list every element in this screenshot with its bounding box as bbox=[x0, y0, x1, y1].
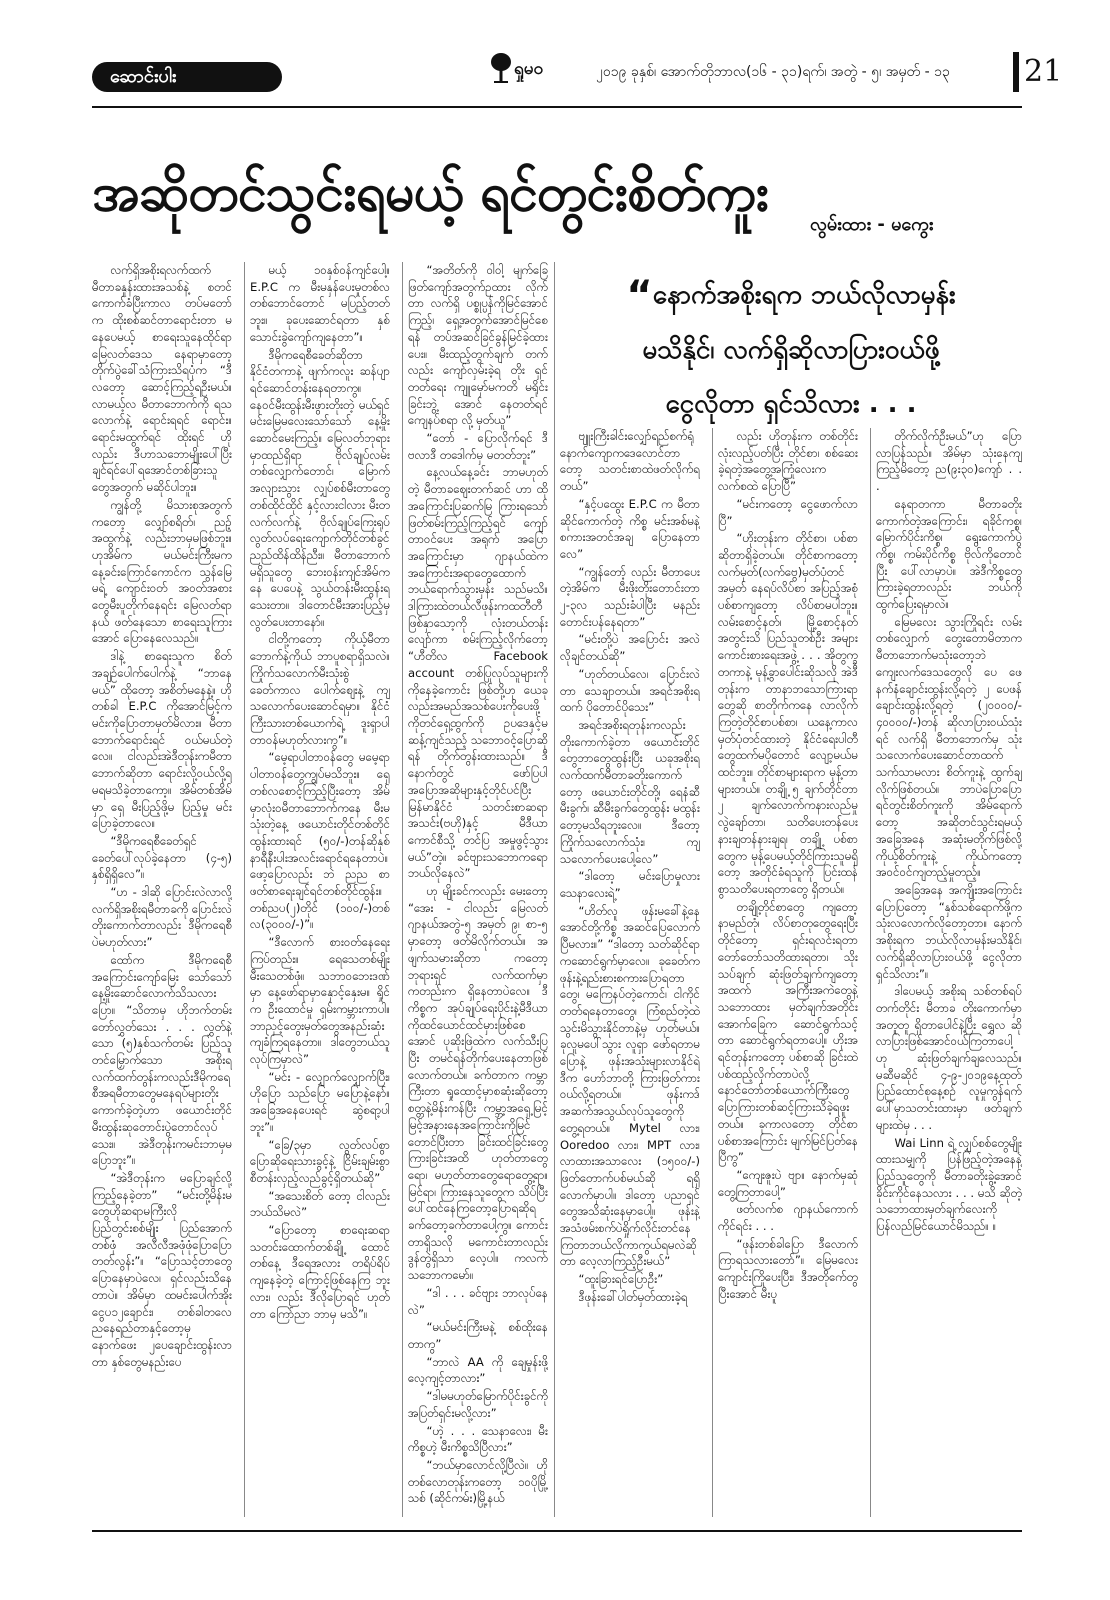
article-paragraph: “ဟဲ့ . . . သေနာလေး၊ မီးကိစ္စဟဲ့ မီးကိစ္စသိပြီလား” bbox=[408, 1423, 548, 1455]
article-column-3 bbox=[408, 262, 548, 1517]
masthead-name: ရှုမဝ bbox=[514, 59, 544, 79]
article-column-2 bbox=[250, 262, 390, 1517]
article-paragraph: နေရာတကာ မီတာခတိုးကောက်တဲ့အကြောင်း၊ ရခိုင်ကစ္စ၊ မြောက်ပိုင်းကိစ္စ၊ ရွေးကောက်ပွဲကိစ္စ၊ ကမ်းပိုင်ကိစ္စ ဗိုလ်ကိုတောင်ပြီး ပေါ်လာမှာပဲ။ အဲဒီကိစ္စတွေ ကြားခဲ့ရတာလည်း ဘယ်ကိုထွက်ပြေးရမှာလဲ။ bbox=[876, 496, 1022, 612]
article-paragraph: “ပြောတော့ စာရေးဆရာ သတင်းထောက်တစ်ချို့ ထောင်တစ်နေ့ ဒီရေအလား တရိပ်ရိပ်ကျနေခဲ့တဲ့ ကြောင့်ဖြစ်နေကြ ဘူးလား၊ လည်း ဒီလိုပြောရင် ဟုတ်တာ ကြော်ညာ ဘာမှ မသိ”။ bbox=[250, 1223, 390, 1321]
pull-quote-line-3: ငွေလိုတာ ရှင်သိလား . . . bbox=[665, 389, 917, 419]
article-paragraph: “ဒါ . . . ခင်ဗျား ဘာလုပ်နေလဲ” bbox=[408, 1285, 548, 1317]
article-paragraph: “ဒါမမဟုတ်မြောက်ပိုင်းခွင်ကို အပြတ်ရှင်းမလို့လား” bbox=[408, 1389, 548, 1420]
article-paragraph: “မယ်မင်းကြီးမနဲ့ စစ်ထိုးနေတာကွ” bbox=[408, 1320, 548, 1351]
article-paragraph: “ခြေ/၃မှာ လွတ်လပ်စွာ ပြောဆိုရေးသားခွင့်နဲ့ ငြိမ်းချမ်းစွာ စီတန်းလှည့်လည်ခွင့်ရှိတယ်ဆို” bbox=[250, 1137, 390, 1185]
article-paragraph: ဒီဖုန်းခေါ်ပါတ်မှတ်ထားခဲ့ရ bbox=[578, 1289, 688, 1304]
article-paragraph: Wai Linn ရဲ့ လျှပ်စစ်တွေမျိုးထားသမျှကို ပြန်ဖြည့်တဲ့အနေနဲ့ ပြည်သူတွေကို မီတာခတိုးခွဲ့အောင် ခိုင်းကိုင်နေသလား . . . မသိ ဆိုတဲ့ သဘောထားမှတ်ချက်လေးကို ပြန်လည်မြင်ယောင်မိသည်။ ။ bbox=[876, 1135, 1022, 1234]
article-paragraph: “ဟ - ဒါဆို ပြောင်းလဲလာလို့ လက်ရှိအစိုးရမီတာခကို ပြောင်းလဲတိုးကောက်တာလည်း ဒီမိုကရေစီပဲမဟုတ်လား” bbox=[92, 885, 232, 950]
article-paragraph: “ဒီမိုကရေစီခေတ်ရှင်ခေတ်ပေါ်လုပ်ခဲ့နေတာ (၄-၅) နှစ်ရှိရှိလေ”။ bbox=[92, 833, 232, 882]
section-label: ဆောင်းပါး bbox=[92, 62, 282, 92]
column-divider bbox=[244, 262, 245, 1517]
page-number-bar bbox=[1013, 52, 1019, 92]
article-paragraph: ဒါနဲ့ စာရေးသူက စိတ်အချဉ်ပေါက်ပေါက်နဲ့ “ဘာနေမယ်” ထိုတော့ အစိတ်မနေနဲ့။ ဟိုတစ်ခါ E.P.C ကိုအောင်မြင့်က မင်းကိုပြောတာမှတ်မိလား။ မီတာဘောက်ရောင်းရင် ဝယ်မယ်တဲ့လေ။ ငါလည်းအဲဒီတုန်းကမီတာဘောက်ဆိုတာ ရောင်းလို့ဝယ်လို့ရမရမသိခဲ့တာကော့။ အိမ်တစ်အိမ်မှာ ရှေ မီးပြည့်ဖို့မ ပြည့်မှု မင်းပြောခဲ့တာလေ။ bbox=[92, 649, 232, 831]
page-number: 21 bbox=[1024, 54, 1063, 89]
article-paragraph: “ဟိုးတုန်းက တိုင်စာ၊ ပစ်စာဆိုတာရှိခဲ့တယ်။ တိုင်စာကတော့ လက်မှတ်(လက်ဗွေ)မှတ်ပုံတင်အမှတ် နေရပ်လိပ်စာ အပြည့်အစုံပစ်စာကျတော့ လိပ်စာမပါဘူး။ လမ်းစောင့်နတ်၊ မြို့စောင့်နတ်အတွင်းသိ ပြည်သူတစ်ဦး အများကောင်းစားရေးအဖွဲ့ . . . အိုတွက္ခတကာနဲ့ မုန့်ခွာပေါင်းဆိုသလို အဲဒီတုန်းက တာနာဘသောကြားရာတွေဆို စာတိုက်ကနေ လာလိုက်ကြတဲ့တိုင်စာပစ်စာ၊ ယနေ့ကာလ မှတ်ပုံတင်ထားတဲ့ နိုင်ငံရေးပါတီတွေထက်မပိုတောင် လျော့မယ်မထင်ဘူး။ တိုင်စာများရာက မုန့်တာများတယ်။ တချို့ ၅ ချက်တိုင်တာ ၂ ချက်လောက်ကနားလည်မှုလွဲချော်တာ၊ သတိပေးတန်ပေး နားချတန်နားချရ၊ တချို့ ပစ်စာတွေက မုန့်ပေမယ့်တိုင်ကြားသူမရှိတော့ အတိုင်ခံရသူကို ပြင်းထန်စွာသတိပေးရတာတွေ ရှိတယ်။ bbox=[718, 531, 858, 896]
article-paragraph: “ဘယ်မှာလောင်လို့ပြီလဲ။ ဟိုတစ်လောတုန်းကတော့ ၁၀ပိုမြို့သစ် (ဆိုင်ကမ်း)မြို့နယ် bbox=[408, 1457, 548, 1506]
article-paragraph: “ထူးခြားရင်ပြောဦး” bbox=[578, 1272, 664, 1287]
article-paragraph: “ကျေးဇူးပဲ ဗျာ။ နောက်မှဆုံတွေ့ကြတာပေါ့” bbox=[718, 1167, 858, 1199]
column-divider bbox=[554, 262, 555, 1517]
article-paragraph: လက်ရှိအစိုးရလက်ထက် မီတာခနှုန်းထားအသစ်နဲ့ စတင်ကောက်ခံပြီးကာလ တပ်မတော်က ထိုးစစ်ဆင်တာရောင်းတာ မနေပေမယ့် စာရေးသူနေထိုင်ရာ မြေလတ်ဒေသ နေရာမှာတော့ တိုက်ပွဲခေါ်သံကြားသိရပုံက “ဒီလတော့ ဆောင့်ကြည့်ရဦးမယ်။ လာမယ့်လ မီတာဘောက်ကို ရသလောက်နဲ့ ရောင်းရရင် ရောင်း။ ရောင်းမထွက်ရင် ထိုးရင် ဟိုလည်း ဒီဟာသဘောမျိုးပေါ်ပြီး ချင်ရင်ပေါ်ရအောင်တစ်ခြားသူတွေအတွက် မဆိုင်ပါဘူး။ bbox=[92, 263, 232, 495]
quote-mark-icon: “ bbox=[626, 273, 653, 319]
article-paragraph: “အသေးစိတ် တော့ ငါလည်း ဘယ်သိမလဲ” bbox=[250, 1188, 390, 1220]
pull-quote-line-1: နောက်အစိုးရက ဘယ်လိုလာမှန်း bbox=[652, 280, 956, 310]
article-paragraph: ဒီမိုကရေစီခေတ်ဆိုတာ နိုင်ငံတကာနဲ့ ဖျက်ကလူး ဆန်ပျာရင်ဆောင်တန်းနေရတာကွ။ နေဝင်မီးထွန်းမီးဖွားတိုးတဲ့ မယ်ရှင် မင်းမြေမလေးသော်သော် နေ့မှိုးဆောင်မေးကြည့်။ မြေလတ်ဘုရားမှာထည်ရှိရာ ဗိုလ်ချုပ်လမ်းတစ်လျှောက်တောင်၊ မြောက် အလျားသွား လျှပ်စစ်မီးတာတွေ တစ်ထိုင်ထိုင် နှင့်လားငါလား မီးတလက်လက်နဲ့ ဗိုလ်ချုပ်ကြေးရုပ် လွတ်လပ်ရေးကျောက်တိုင်တစ်ခွင်ညည်ထိန်ထိန်ညီး။ မီတာဘောက်မရှိသူတွေ ဘေးဝန်းကျင်အိမ်ကနေ ပေပေနဲ့ သွယ်တန်းမီးထွန်းရသေးတာ။ ဒါတောင်မီးအားပြည့်မှ လွတ်ပေးတာနော်။ bbox=[250, 347, 390, 629]
article-paragraph: ငါတို့ကတော့ ကိုယ့်မီတာဘောက်နဲ့ကိုယ် ဘာပူစရာရှိသလဲ။ ကြိုက်သလောက်မီးသုံးစွဲ ခေတ်ကာလ ပေါက်စျေးနဲ့ ကျသလောက်ပေးဆောင်ရမှာ။ နိုင်ငံကြီးသားတစ်ယောက်ရဲ့ ဒူးရှာပါတာဝန်မဟုတ်လားကွ”။ bbox=[250, 632, 390, 747]
footer-rule bbox=[92, 1530, 1022, 1532]
column-divider bbox=[870, 428, 871, 1517]
article-paragraph: “ဘာလဲ AA ကို ချေမှုန်းဖို့လေ့ကျင့်တာလား” bbox=[408, 1354, 548, 1386]
pull-quote-line-2: မသိနိုင်၊ လက်ရှိဆိုလာပြားဝယ်ဖို့ bbox=[642, 335, 940, 365]
article-paragraph: “ဖုန်းတစ်ခါပြော ဒီလောက်ကြာရသလားတော်”။ မြေမလေး ကျောင်းကြိုပေးပြီး၊ ဒီအတိုက်ေတွပြီးအောင် မီးပူ bbox=[718, 1236, 858, 1301]
article-paragraph: ကျွန်တို့ မိသားစုအတွက်ကတော့ လျှော်စရိတ်၊ ညဉ့်အထွက်နဲ့ လည်းဘာမှမဖြစ်ဘူး။ ဟုအိမ်က မယ်မင်းကြီးမက နေ့ခင်းကြောင်ကောင်က သွန်မြေမရဲ့ ကျောင်းဝတ် အဝတ်အစားတွေမီးပူတိုက်နေရင်း မြေလတ်ရာနယ် ဖတ်နေသော စာရေးသူကြားအောင် ပြောနေလေသည်။ bbox=[92, 497, 232, 646]
article-paragraph: မြေမလေး သွားကြိုရင်း လမ်းတစ်လျှောက် တွေးတောမိတာက မီတာဘောက်မသုံးတော့ဘဲ ကျေးလက်ဒေသတွေလို ပေ ဖေနက်နံချောင်းထွန်းလို့ရတဲ့ ၂ ပေဖန်ချောင်းထွန်းလို့ရတဲ့ (၂၀၀၀၀/- ၄၀၀၀၀/-)တန် ဆိုလာပြားဝယ်သုံးရင် လက်ရှိ မီတာဘောက်မှ သုံးသလောက်ပေးဆောင်တာထက် သက်သာမလား စိတ်ကူးနဲ့ ထွက်ချလိုက်ဖြစ်တယ်။ ဘာပဲပြောပြော ရင်တွင်းစိတ်ကူးကို အိမ်ရောက်တော့ အဆိုတင်သွင်းရမယ့်အခြေအနေ အဆုံးမတိုက်ဖြစ်လို့ကိုယ့်စိတ်ကူးနဲ့ ကိုယ်ကတော့ အဝင်ဝင်ကျတည့်မှုတည့်။ bbox=[876, 614, 1022, 880]
article-paragraph: ဗျူးကြီးခါင်းလျှော်ရည်စက်ရုံ နောက်ကျောကဒေလောင်တာ တော့ သတင်းစာထဲဖတ်လိုက်ရတယ်” bbox=[560, 429, 700, 494]
article-paragraph: မယ့် ၁၀နှစ်ဝန်ကျင်ပေါ့။ E.P.C က မီးမနှန်ပေးမှုတစ်လတစ်ဘောင်တောင် မပြည့်တတ်ဘူး။ ခုပေးဆောင်ရတာ နှစ်သောင်းခွဲကျော်ကျနေတာ”။ bbox=[250, 263, 390, 344]
article-paragraph: ဖတ်လက်စ ဂျာနယ်ကောက်ကိုင်ရင်း . . . bbox=[718, 1202, 858, 1234]
article-paragraph: တိုက်လိုက်ဦးမယ်”ဟု ပြောလာပြန်သည်။ အိမ်မှာ သုံးနေကျ ကြည့်မိတော့ ည(၉း၃၀)ကျော် . . . bbox=[876, 429, 1022, 494]
article-paragraph: “ကျွန်တော့် လည်း မီတာပေးတဲ့အိမ်က မီးဖိုးတိုးတောင်းတာ ၂-၃လ သည်းခံပါပြီး မနည်းတောင်းပန်နေရတာ” bbox=[560, 564, 700, 629]
article-column-6 bbox=[876, 428, 1022, 1517]
article-paragraph: ဟု မျိုးခင်ကလည်း မေးတော့ “အေး - ငါလည်း မြေလတ်ဂျာနယ်အတွဲ-၅ အမှတ် ၉၊ စာ-၅ မှာတော့ ဖတ်မိလိုက်တယ်။ အဖျက်သမားဆိုတာ ကတော့ ဘုရားရှင် လက်ထက်မှာကတည်းက ရှိနေတာပဲလေ။ ဒီကိစ္စက အုပ်ချုပ်ရေးပိုင်းနဲ့မီဒီယာကိုထင်ယောင်ထင်မှားဖြစ်စေအောင် ပုဆိုးဖြဲထဲက လက်သီးပြပြီး တမင်ရန်တိုက်ပေးနေတာဖြစ် လောက်တယ်။ ခက်တာက ကမ္ဘာကြီးတာ ရှုထောင့်မှာစဆုံးဆိုတော့ စတ္တနဲ့မိန်းကန်ပြီး ကမ္ဘာ့အရှေ့မြင့်မြင့်အနားနေအကြောင်းကိုမြင်တောင်ပြီးတာ ခြင်းထင်ခြင်းတွေကြားခြင်းအထိ ဟုတ်တာတွေရော၊ မဟုတ်တာတွေရောတွေ့ရာ။ မြင်ရာ၊ ကြားနေသူတွေက သိပ်ပြီးပေါ်ထင်နေကြတော့ပြောရဆိုရ ခက်တော့ခက်တာပေါ့ကွ။ ကောင်းတာရှိသလို မကောင်းတာလည်း ဒွန်တွဲရှိသာ လေ့ပါ။ ကလက် သဘောကမော်။ bbox=[408, 884, 548, 1283]
article-column-4 bbox=[560, 428, 700, 1517]
article-column-5 bbox=[718, 428, 858, 1517]
article-paragraph: “မေ့ရာပါတာဝန်တွေ မမေ့ရာပါတာဝန်တွေကျွပ်မသိဘူး။ ရှေ့တစ်လစောင့်ကြည့်ပြီးတော့ အိမ်မှာလုံးဝမီတာဘောက်ကနေ မီးမသုံးတဲ့နေ့ ဖယောင်းတိုင်တစ်တိုင်ထွန်းထားရင် (၅၀/-)တန်ဆိုနှစ်နာရီနီးပါးအလင်းရောင်ရနေတာပဲ။ ဖော့ပြောလည်း ဘဲ ညည စာဖတ်စာရေးချင်ရင်တစ်တိုင်ထွန်း။ တစ်ညပ(၂)တိုင် (၁၀၀/-)တစ်လ(၃၀၀၀/-)”။ bbox=[250, 750, 390, 932]
article-paragraph: “တော် - ပြောလိုက်ရင် ဒီဗလာဒီ တဒေါက်မှ မတတ်ဘူး” bbox=[408, 431, 548, 462]
pull-quote bbox=[560, 268, 1022, 431]
tree-logo-icon bbox=[490, 52, 512, 84]
issue-info: ၂၀၁၉ ခုနှစ်၊ အောက်တိုဘာလ(၁၆ - ၃၁)ရက်၊ အတွဲ - ၅၊ အမှတ် - ၁၃ bbox=[596, 64, 950, 80]
article-paragraph: တချို့တိုင်စာတွေ ကျတော့ နာမည်တုံ၊ လိပ်စာတုတွေရေးပြီး တိုင်တော့ ရှင်းရလင်းရတာ တော်တော်သတိထားရတာ၊ သိုးသပ်ချက် ဆုံးဖြတ်ချက်ကျတော့ အထက် အကြီးအကဲတွေနဲ့ သဘောထား မှတ်ချက်အတိုင်း အောက်ခြေက ဆောင်ရွက်သင့်တာ ဆောင်ရွက်ရတာပေါ့။ ဟိုးအရင်တုန်းကတော့ ပစ်စာဆို ခြင်းထဲပစ်ထည့်လိုက်တာပဲလို့ နောင်တော်တစ်ယောက်ကြီးတွေ ပြောကြားတစ်ဆင့်ကြားသိခဲ့ရဖူးတယ်။ ခုကာလတော့ တိုင်စာ ပစ်စာအကြောင်း မျက်မြင်ပြတ်နေပြီကွ” bbox=[718, 899, 858, 1165]
article-paragraph: နေ့လယ်နေ့ခင်း ဘာမဟုတ်တဲ့ မီတာခဈေးတက်ဆင် ဟာ ထိုအကြောင်းပြဆက်မြ ကြားရသော် ဖြတ်စမ်းကြည့်ကြည့်ရင် ကျော်တာဝင်ပေး အရုက် အပြောအကြောင်းမှာ ဂျာနယ်ထဲကအကြောင်းအရာတွေထောက် ဘယ်ရောက်သွားမှန်း သည်မသိ။ ဒါကြားထဲတယ်လီဖုန်းကထတီတီ ဖြစ်နှာသော့ကို လုံးတယ်တန်းလျော်ကာ စမ်းကြည့်လိုက်တော့ “ဟီတိလ Facebook account တစ်ပြုလုပ်သူများကို ကိုနေခဲ့ကောင်း ဖြစ်တို့ဟု ယေခုလည်းအမည်အသစ်ပေးကိုပေးဖို့ ကိုတင်ရှေ့ထွက်ကို ဥပဒေနှင့်မဆန့်ကျင်သည့် သဘောဝင့်ပြောဆိုရန် တိုက်တွန်းထားသည်။ ဒီနောက်တွင် ဖော်ပြပါ အပြောအဆိုများနှင့်တိုင်ပင်ပြီး မြန်မာနိုင်ငံ သတင်းစာဆရာအသင်း(ဗဟို)နှင့် မီဒီယာ ကောင်စီသို့ တင်ပြ အမှုဖွင့်သွားမယ်”တဲ့။ ခင်ဗျားသဘောကရော ဘယ်လိုနေလဲ” bbox=[408, 465, 548, 881]
article-paragraph: “နှင့်ပထွေး E.P.C က မီတာဆိုင်ကောက်တဲ့ ကိစ္စ မင်းအစ်မနဲ့ စကားအတင်အချ ပြောနေတာလေ” bbox=[560, 496, 700, 561]
article-paragraph: “မင်းကတော့ ငွေဖောက်လာပြီ” bbox=[718, 496, 858, 528]
article-paragraph: “အဲဒီတုန်းက မပြောချင်လို့ ကြည့်နေခဲ့တာ” “မင်းတို့မိန်းမတွေဟိုဆရာမကြီးလို ပြည်တွင်းစစ်မျိုး ပြည်အောက်တစ်ဖုံ အလီလီအဖုံဖုံပြောပြောတတ်လွန်း”။ “ပြောသင့်တာတွေပြောနေမှာပဲလေ၊ ရှင်လည်းသိနေတာပဲ။ အိမ်မှာ ထမင်းပေါက်အိုးငွေပ၁၂ချောင်း၊ တစ်ခါတလေညနေရည်တာနှင့်တော့မှနောက်ဖေး ၂ပေချောင်းထွန်းလာတာ နှစ်တွေမနည်းပေ bbox=[92, 1170, 232, 1369]
article-paragraph: “ဟုတ်တယ်လေ၊ ပြောင်းလဲတာ သေချာတယ်။ အရင်အစိုးရထက် ပိုတောင်ပိုသေး” bbox=[560, 666, 700, 715]
article-paragraph: “အတိတ်ကို ဝါဝါ့ မျက်ခြေ ဖြတ်ကျော်အတွက်ဥထား လိုက်တာ လက်ရှိ ပစ္စုပ္ပန်ကိုမြင်အောင်ကြည့်၊ ရှေ့အတွက်အောင်မြင်စေရန် တပ်အဆင်ခြင်ခွန်မြင်ခဲ့ထားပေး။ မီးထည့်တွက်ချက် တက်လည်း ကျော်လှမ်းခဲ့ရ တိုး ရှင်တတ်ရေး ကျူမှော်မကတိ မရိုင်းခြင်းဘွဲ့ အောင် နေတတ်ရင်ကျေနပ်စရာ လို့ မှတ်ယူ” bbox=[408, 263, 548, 428]
header-rule bbox=[92, 106, 1022, 108]
article-paragraph: ထော်က ဒီမိုကရေစီအကြောင်းကျော်မြေး သော်သော် နေ့မှိုးဆောင်လောက်သိသလားပြော။ “သိတာမှ ဟိုဘက်တမ်းတော်လွှတ်သေး . . . လွှတ်နဲ့သော (၅)နှစ်သက်တမ်း ပြည်သူတင်မြှောက်သော အစိုးရလက်ထက်တွန်းကလည်းဒီမိုကရေစီအရမီတာတွေမနေရပ်များတိုးကောက်ခဲ့တဲ့ဟာ ဖယောင်းတိုင်မီးထွန်းဆုတောင်းပွဲတောင်လုပ်သေး။ အဲဒီတုန်းကမင်းဘာမှမပြောဘူး”။ bbox=[92, 952, 232, 1168]
article-paragraph: “မင်းတို့ပဲ အပြောင်း အလဲလိုချင်တယ်ဆို” bbox=[560, 632, 700, 664]
article-paragraph: အခြေအနေ အကျိုးအကြောင်းပြောပြတော့ “နှစ်သစ်ရောက်ဖို့က သုံးလလောက်လိုတော့တာ။ နောက်အစိုးရက ဘယ်လိုလာမှန်းမသိနိုင်၊ လက်ရှိဆိုလာပြားဝယ်ဖို့ ငွေလိုတာ ရှင်သိလား”။ bbox=[876, 882, 1022, 981]
article-paragraph: “ဒါတော့ မင်းပြောမှုလား သေနာလေးရဲ့” bbox=[560, 869, 700, 900]
article-paragraph: “ဟိတ်လူ ဖုန်းမခေါ်နဲ့နေအောင်တို့ကိစ္စ အဆင်ပြေလောက်ပြီမလား။” “ဒါတော့ သတ်ဆိုင်ရာကဆောင်ရွက်မှာလေ။ ခုခေတ်ကဖုန်းနဲ့ရည်းစားစကားပြောရတာတွေ၊ မကြေနပ်တဲ့ကောင်၊ ငါကိုင်တတ်ရနေတာတွေ၊ ကြံစည်တဲ့ထဲသွင်းမိသွားနိုင်တာနဲ့မှ ဟုတ်မယ်။ ခုလူမပေါ်သွား လူရှာ ဖော်ရတာမပြောနဲ့ ဖုန်းအသုံးများလာနိုင်ရဲ့ ဒီက ဟော်ဘာတို့ ကြားဖြတ်ကားဝယ်လို့ရတယ်။ ဖုန်းကဒ်အဆက်အသွယ်လုပ်သူတွေကို တွေ့ရတယ်။ Mytel လား၊ Ooredoo လား၊ MPT လား၊ လာထားအသာလေး (၁၅၀၀/-) ဖြတ်တောက်ပစ်မယ်ဆို ရရှိလောက်မှာပါ။ ဒါတော့ ပညာရှင်တွေအသိဆုံးနေမှာပေါ့။ ဖုန်းနဲ့အသံဖမ်းစက်ပဲရှိုက်လိုင်းတင်နေကြတာဘယ်လိုကာကွယ်ရမလဲဆိုတာ လေ့လာကြည့်ဦးမယ်” bbox=[560, 903, 700, 1269]
article-title: အဆိုတင်သွင်းရမယ့် ရင်တွင်းစိတ်ကူး bbox=[92, 163, 769, 223]
article-paragraph: လည်း ဟိုတုန်းက တစ်တိုင်းလုံးလည့်ပတ်ပြီး တိုင်စာ၊ စစ်ဆေးခဲ့ရတဲ့အတွေ့အကြုံလေးက လက်စထဲ ပြောပြီ” bbox=[718, 429, 858, 494]
page-header bbox=[0, 0, 1110, 110]
article-paragraph: “ဒီလောက် စားဝတ်နေရေးကြပ်တည်း။ ရေသေတစ်မျိုး မီးသေတစ်ဖုံ။ သဘာဝဘေးဒဏ်မှာ နေ့ဖော်ရာမှာနှောင့်နှေးမ။ ရှိုင်က ဦးထောင်မှု ရှမ်းကမ္ဘားကာပါ။ ဘာညှင့်တွေးမှတ်တွေအနည်းဆုံး ကျခံကြရနေတာ။ ဒါတွေဘယ်သူ လုပ်ကြမှာလဲ” bbox=[250, 935, 390, 1067]
column-divider bbox=[712, 428, 713, 1517]
column-divider bbox=[402, 262, 403, 1517]
article-column-1 bbox=[92, 262, 232, 1517]
article-paragraph: “မင်း - လျှောက်လျှောက်ပြီး၊ ဟိုပြော သည်ပြော မပြောနဲ့နော်။ အခြေအနေပေးရင် ဆွဲစရာ့ပါဘူး”။ bbox=[250, 1069, 390, 1134]
article-paragraph: အရင်အစိုးရတုန်းကလည်း တိုးကောက်ခဲ့တာ ဖယောင်းတိုင်တွေဘာတွေထွန်းပြီး ယခုအစိုးရလက်ထက်မီတာခတိုးကောက်တော့ ဖယောင်းတိုင်တို့၊ ရေနံဆီမီးခွက်၊ ဆီမီးခွက်တွေထွန်း မထွန်းတော့မသိရဘူးလေ။ ဒီတော့ ကြိုက်သလောက်သုံး၊ ကျသလောက်ပေးပေါ့လေ” bbox=[560, 717, 700, 866]
article-paragraph: ဒါပေမယ့် အစိုးရ သစ်တစ်ရပ်တက်တိုင်း မီတာခ တိုးကောက်မှာအတူတူ ရှိတာပေါင်နဲ့ပြီး ရွှေလ ဆိုလာပြားဖြစ်အောင်ဝယ်ကြတာပေါ့ ဟု ဆုံးဖြတ်ချက်ချလေသည်။ မဆီမဆိုင် ၄-၉-၂၀၁၉နေ့ထုတ် ပြည်ထောင်စုနေ့စဉ် လူမှုကွန်ရက်ပေါ်မှာသတင်းထားမှာ ဖတ်ချက်များထဲမှ . . . bbox=[876, 984, 1022, 1132]
article-byline: လွမ်းထား - မကွေး bbox=[810, 214, 934, 235]
